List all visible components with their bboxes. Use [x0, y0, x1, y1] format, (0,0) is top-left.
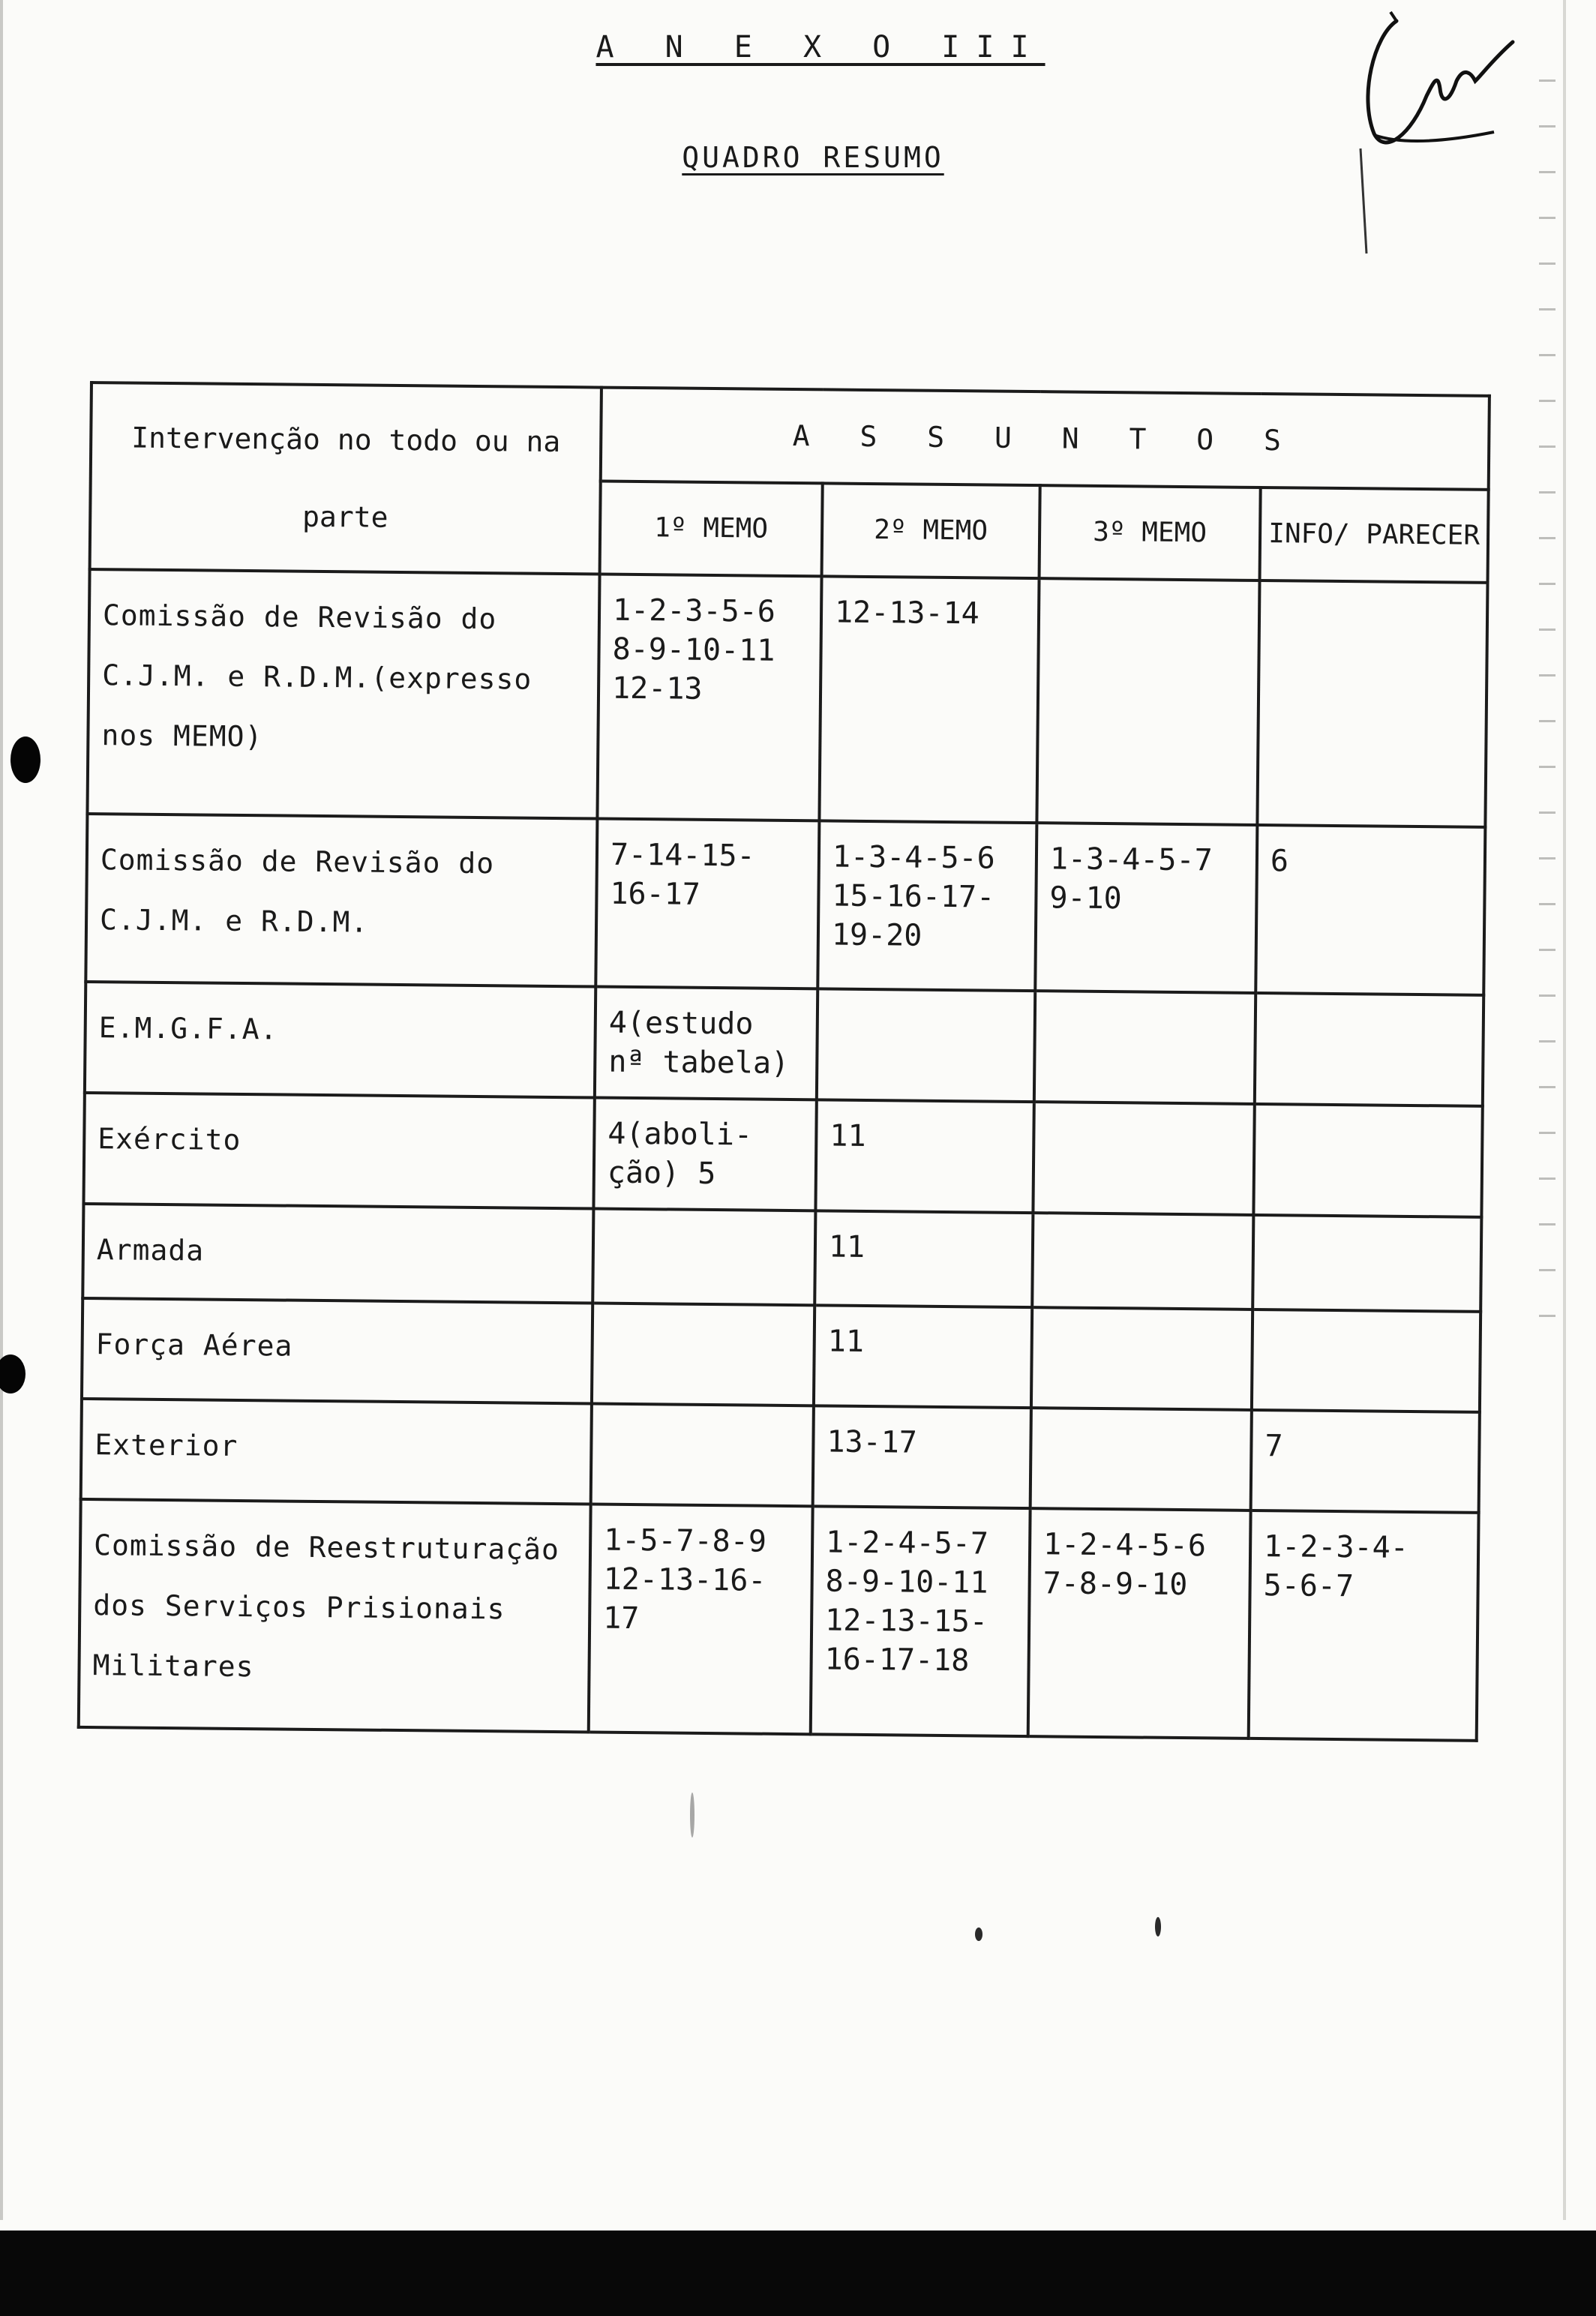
- summary-table-container: [77, 381, 1488, 1742]
- row-label: Comissão de Revisão do C.J.M. e R.D.M.(expresso nos MEMO): [87, 569, 599, 819]
- table-cell: [1032, 1213, 1253, 1310]
- row-label: Comissão de Revisão do C.J.M. e R.D.M.: [86, 814, 597, 987]
- table-cell: [592, 1304, 814, 1406]
- table-row: [82, 1204, 1481, 1312]
- scan-dust-mark: [690, 1792, 694, 1838]
- table-cell: 12-13-14: [819, 577, 1039, 824]
- table-cell: 1-3-4-5-6 15-16-17- 19-20: [818, 821, 1036, 992]
- table-cell: 1-5-7-8-9 12-13-16- 17: [589, 1504, 813, 1735]
- table-cell: [1031, 1307, 1252, 1410]
- row-label: Exterior: [81, 1399, 592, 1504]
- table-cell: [1036, 578, 1259, 825]
- scan-page-edge-right: [1563, 0, 1566, 2220]
- column-header-memo-3: 3º MEMO: [1040, 485, 1261, 580]
- row-label: Comissão de Reestruturação dos Serviços Prisionais Militares: [79, 1499, 591, 1732]
- table-cell: 11: [814, 1211, 1033, 1308]
- table-header-row: [91, 382, 1490, 489]
- row-label: Armada: [82, 1204, 593, 1304]
- table-cell: [1252, 1215, 1481, 1312]
- column-header-memo-1: 1º MEMO: [600, 481, 823, 576]
- scan-speckle-strip: [1539, 60, 1556, 1335]
- column-header-info-parecer: INFO/ PARECER: [1260, 488, 1489, 584]
- punch-hole-mark: [0, 1354, 26, 1394]
- summary-table: [77, 381, 1491, 1742]
- table-cell: [1252, 1310, 1480, 1412]
- annex-title: A N E X O III: [596, 30, 1046, 64]
- table-cell: [1255, 993, 1484, 1106]
- table-cell: 1-2-3-5-6 8-9-10-11 12-13: [597, 574, 821, 821]
- table-row: [82, 1298, 1480, 1412]
- table-cell: [1253, 1104, 1482, 1217]
- handwritten-signature: [1344, 6, 1524, 261]
- scan-bottom-band: [0, 2230, 1596, 2316]
- table-row: [85, 982, 1484, 1106]
- row-label: Força Aérea: [82, 1298, 592, 1404]
- table-cell: [1034, 991, 1256, 1104]
- table-cell: 7: [1251, 1410, 1480, 1513]
- table-cell: [591, 1404, 814, 1507]
- row-label: E.M.G.F.A.: [85, 982, 596, 1098]
- table-cell: 7-14-15- 16-17: [596, 819, 819, 989]
- document-subtitle: QUADRO RESUMO: [682, 141, 944, 174]
- scan-dust-mark: [975, 1928, 982, 1941]
- table-row: [79, 1499, 1479, 1741]
- table-cell: [817, 989, 1035, 1102]
- table-cell: 11: [815, 1100, 1034, 1214]
- scan-dust-mark: [1155, 1917, 1161, 1936]
- row-label: Exército: [83, 1093, 594, 1209]
- table-cell: [1030, 1408, 1252, 1510]
- table-cell: 1-2-4-5-7 8-9-10-11 12-13-15- 16-17-18: [811, 1507, 1030, 1737]
- table-row: [83, 1093, 1482, 1217]
- table-cell: 1-2-4-5-6 7-8-9-10: [1028, 1508, 1251, 1738]
- column-header-memo-2: 2º MEMO: [822, 483, 1040, 578]
- table-cell: [1033, 1102, 1254, 1215]
- table-cell: 11: [814, 1306, 1032, 1408]
- table-cell: 1-2-3-4- 5-6-7: [1249, 1510, 1479, 1741]
- table-cell: [1257, 580, 1487, 827]
- table-cell: 13-17: [813, 1406, 1031, 1509]
- table-row: [86, 814, 1485, 995]
- table-row: [81, 1399, 1480, 1513]
- table-cell: 4(aboli- ção) 5: [593, 1098, 816, 1211]
- table-cell: [592, 1209, 815, 1306]
- table-row: [87, 569, 1487, 827]
- scan-page-edge-left: [0, 0, 3, 2220]
- group-header-assuntos: A S S U N T O S: [601, 388, 1490, 490]
- table-cell: 6: [1256, 825, 1485, 995]
- punch-hole-mark: [10, 736, 40, 783]
- table-cell: 4(estudo nª tabela): [595, 987, 818, 1100]
- table-cell: 1-3-4-5-7 9-10: [1035, 823, 1257, 993]
- corner-header: Intervenção no todo ou na parte: [90, 382, 602, 574]
